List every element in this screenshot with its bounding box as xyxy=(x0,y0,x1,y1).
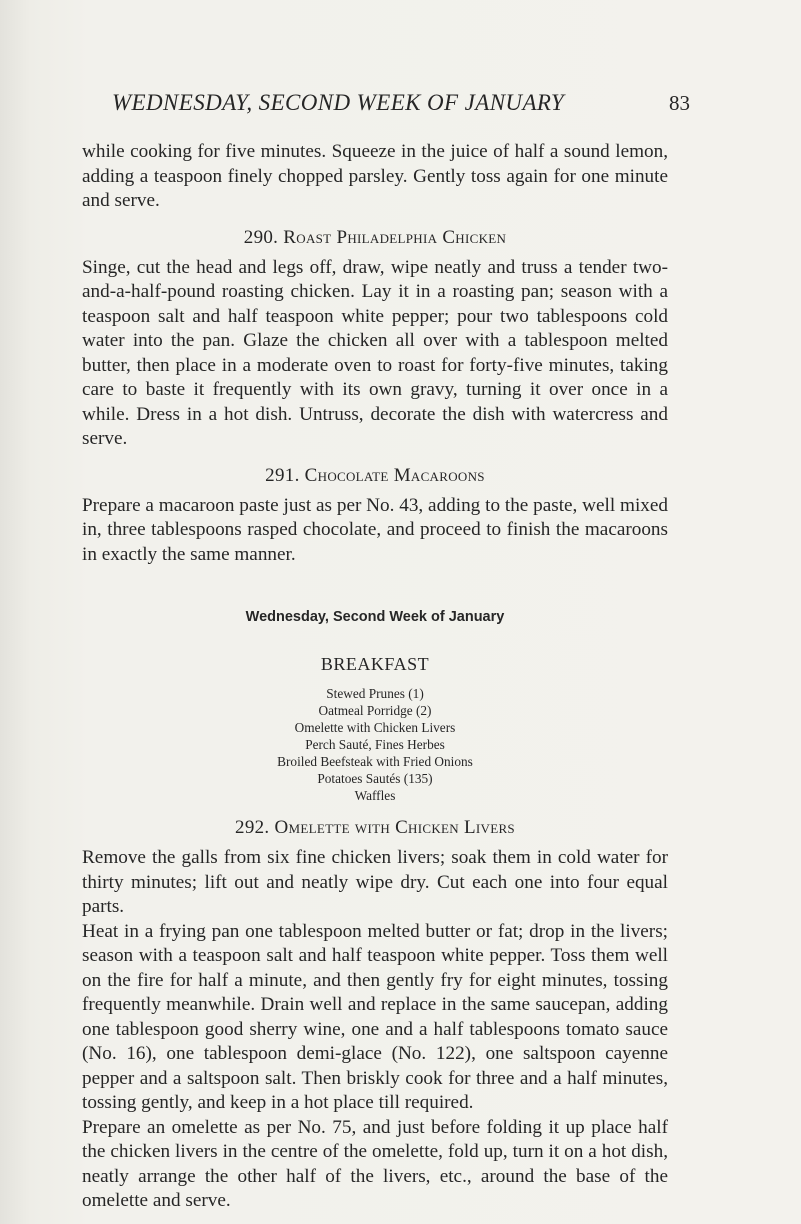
recipe-292-paragraph-3: Prepare an omelette as per No. 75, and just before folding it up place half the chicken livers in the centre of the omelette, fold up, turn it on a hot dish, neatly arrange the other half of the livers, etc., around the base of the omelette and serve. xyxy=(82,1116,668,1211)
menu-item: Broiled Beefsteak with Fried Onions xyxy=(277,754,473,769)
menu-item: Oatmeal Porridge (2) xyxy=(318,703,432,718)
page-number: 83 xyxy=(669,91,690,115)
page-content xyxy=(82,140,668,1214)
recipe-title-292: 292. Omelette with Chicken Livers xyxy=(235,817,515,838)
running-title: WEDNESDAY, SECOND WEEK OF JANUARY xyxy=(112,90,565,115)
recipe-title-290: 290. Roast Philadelphia Chicken xyxy=(243,226,507,248)
breakfast-menu xyxy=(82,685,668,804)
menu-item: Potatoes Sautés (135) xyxy=(317,771,433,786)
menu-item: Waffles xyxy=(354,788,396,803)
recipe-292-paragraph-1: Remove the galls from six fine chicken livers; soak them in cold water for thirty minutes; lift out and neatly wipe dry. Cut each one into four equal parts. xyxy=(82,847,668,917)
menu-item: Omelette with Chicken Livers xyxy=(294,720,456,735)
page-header xyxy=(112,90,690,120)
day-heading: Wednesday, Second Week of January xyxy=(245,609,505,625)
meal-title: BREAKFAST xyxy=(320,654,430,674)
recipe-291-paragraph: Prepare a macaroon paste just as per No. 43, adding to the paste, well mixed in, three tablespoons rasped chocolate, and proceed to finish the macaroons in exactly the same manner. xyxy=(82,494,668,565)
recipe-title-291: 291. Chocolate Macaroons xyxy=(265,464,485,486)
menu-item: Stewed Prunes (1) xyxy=(326,686,424,701)
recipe-292-paragraph-2: Heat in a frying pan one tablespoon melted butter or fat; drop in the livers; season with a teaspoon salt and half teaspoon white pepper. Toss them well on the fire for half a minute, and then gently fry for eight minutes, tossing frequently meanwhile. Drain well and replace in the same saucepan, adding one tablespoon good sherry wine, one and a half tablespoons tomato sauce (No. 16), one tablespoon demi-glace (No. 122), one saltspoon cayenne pepper and a saltspoon salt. Then briskly cook for three and a half minutes, tossing gently, and keep in a hot place till required. xyxy=(82,920,668,1113)
intro-paragraph: while cooking for five minutes. Squeeze in the juice of half a sound lemon, adding a teaspoon finely chopped parsley. Gently toss again for one minute and serve. xyxy=(82,141,668,211)
menu-item: Perch Sauté, Fines Herbes xyxy=(305,737,445,752)
recipe-290-paragraph: Singe, cut the head and legs off, draw, wipe neatly and truss a tender two-and-a-half-pound roasting chicken. Lay it in a roasting pan; season with a teaspoon salt and half teaspoon white pepper; pour two tablespoons cold water into the pan. Glaze the chicken all over with a tablespoon melted butter, then place in a moderate oven to roast for forty-five minutes, taking care to baste it frequently with its own gravy, turning it over once in a while. Dress in a hot dish. Untruss, decorate the dish with watercress and serve. xyxy=(82,256,668,449)
